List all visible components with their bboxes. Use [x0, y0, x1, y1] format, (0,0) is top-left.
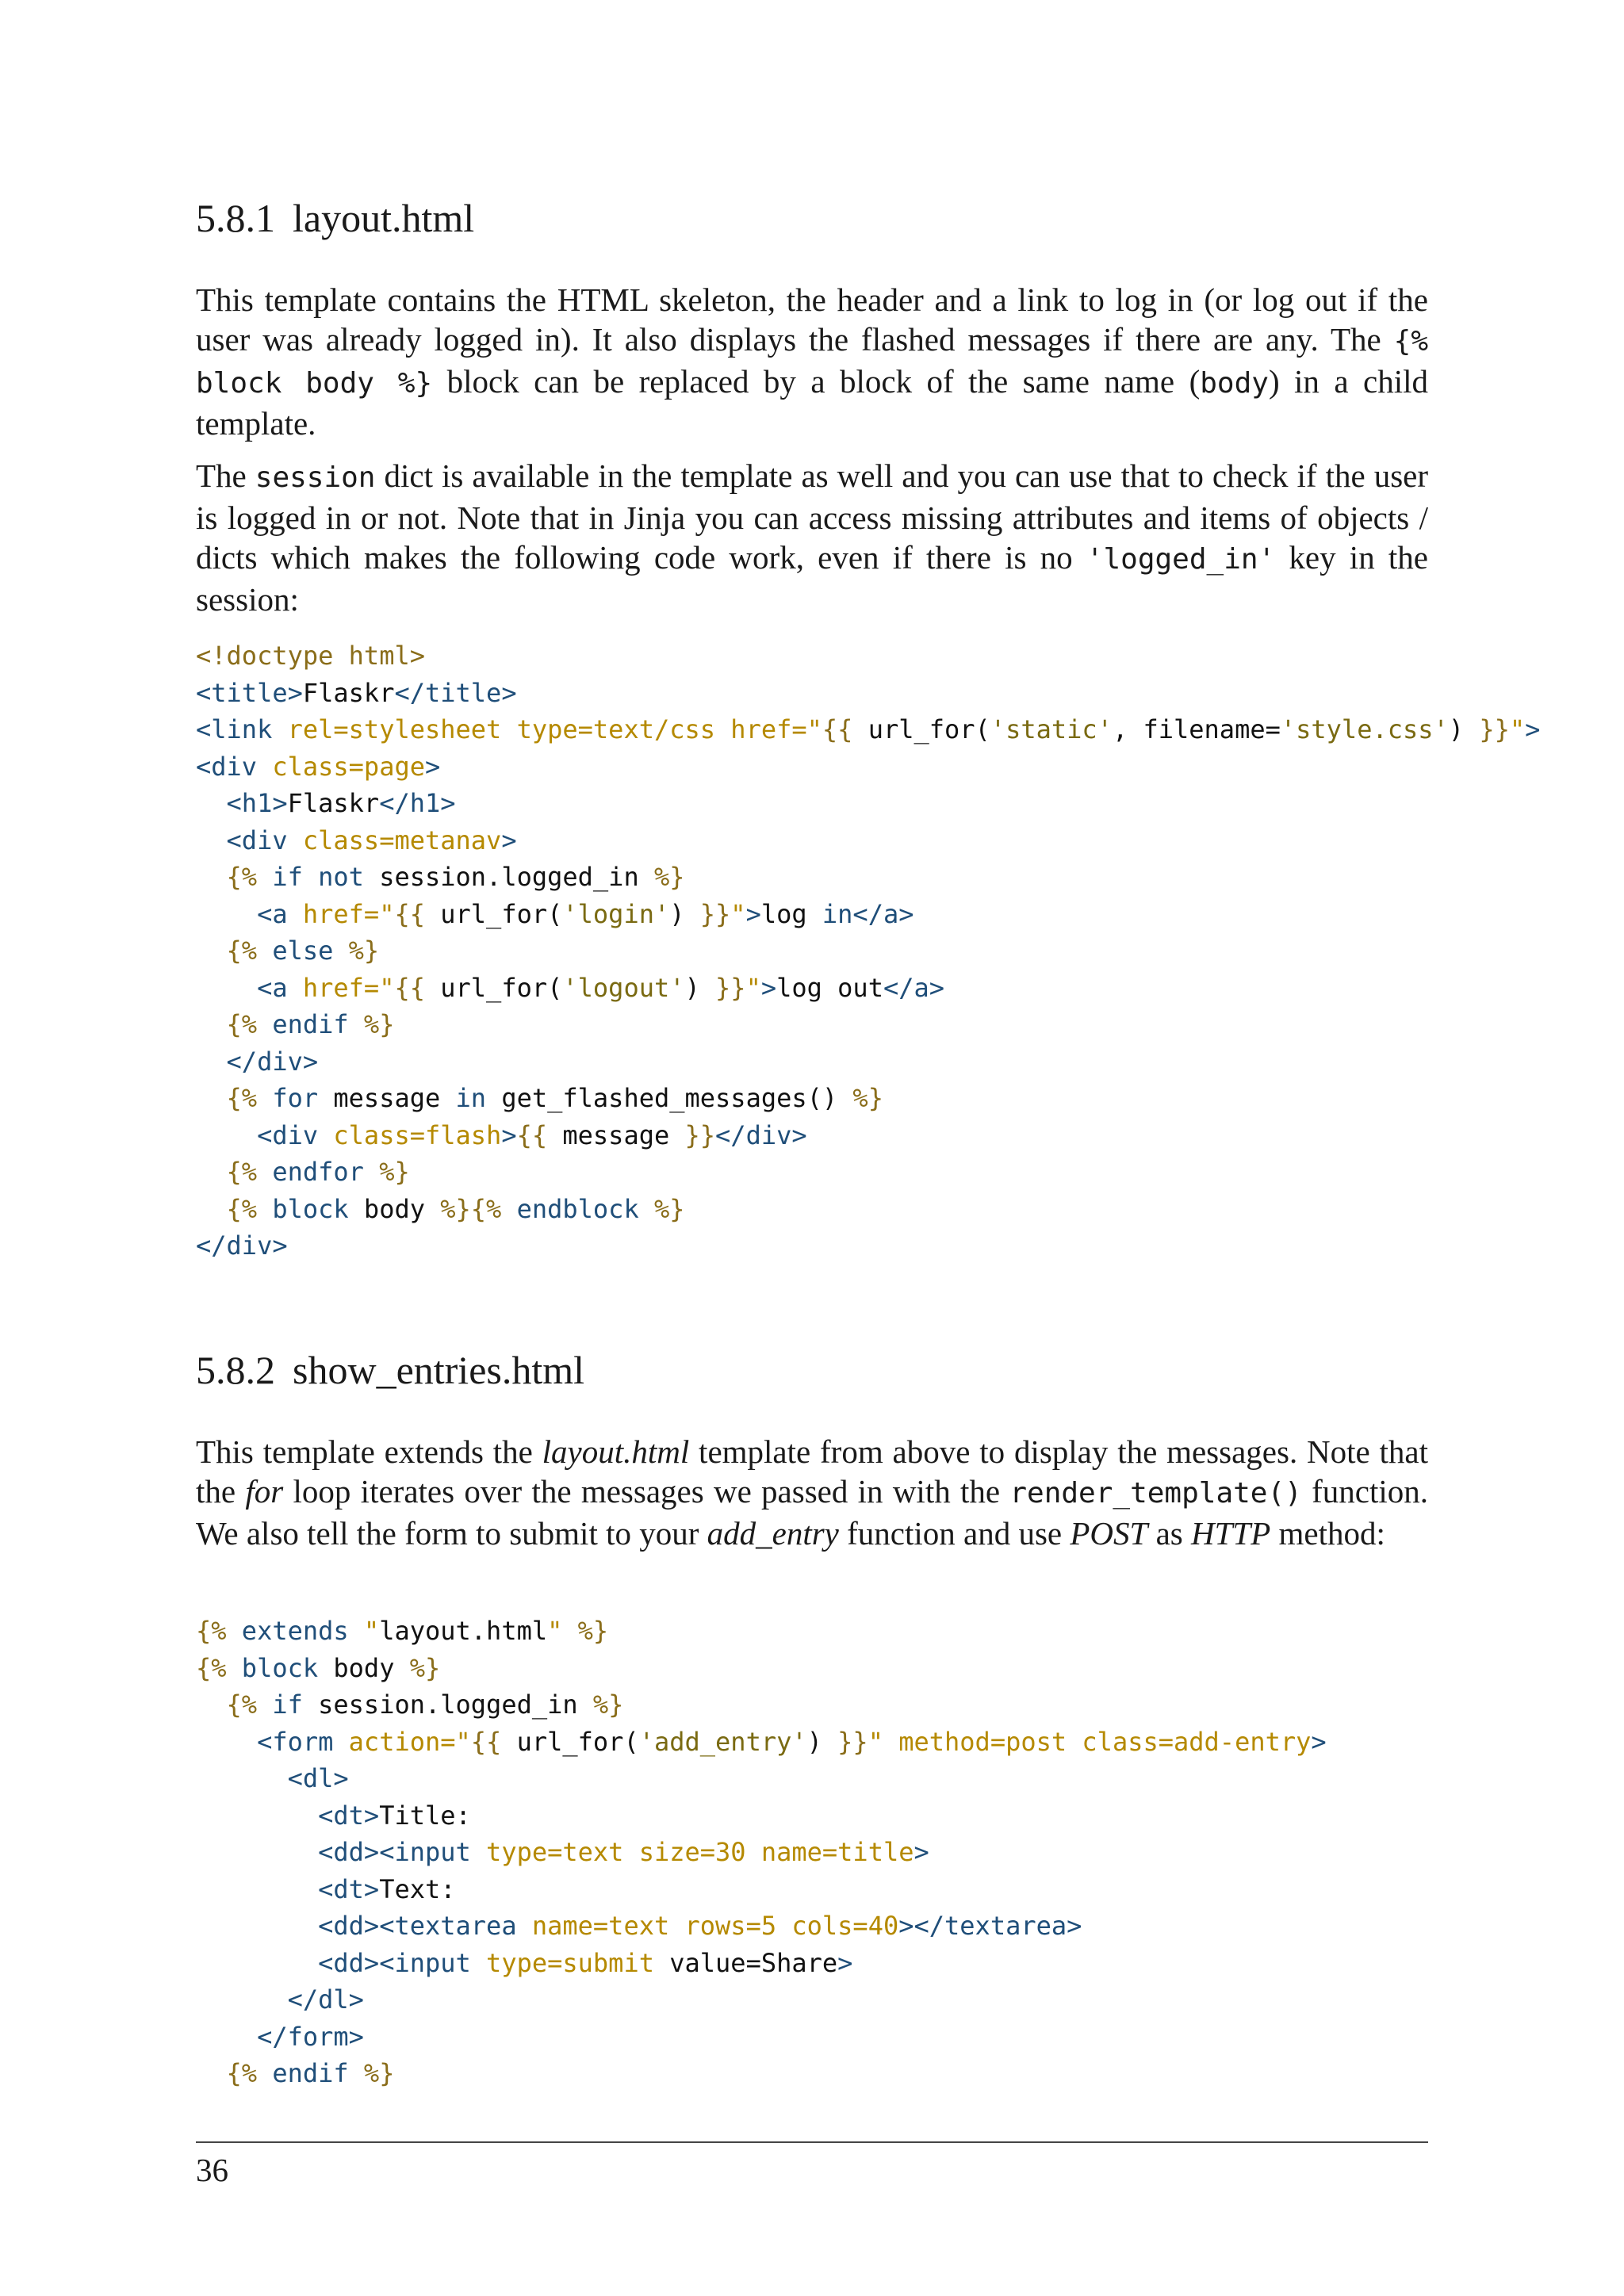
section-heading-layout — [196, 194, 474, 242]
code-line: <dt>Text: — [318, 1873, 456, 1904]
code-line: <div class=page> — [196, 751, 441, 782]
text-run: ) in a child template. — [196, 363, 1428, 442]
inline-code: render_template() — [1009, 1477, 1302, 1510]
emphasis: HTTP — [1191, 1515, 1271, 1552]
code-line: <a href="{{ url_for('logout') }}">log out</a> — [257, 972, 945, 1003]
code-line: {% for message in get_flashed_messages() %} — [226, 1083, 883, 1113]
code-line: {% else %} — [226, 936, 380, 966]
code-line: <dl> — [287, 1763, 349, 1793]
code-line: <!doctype html> — [196, 641, 425, 671]
paragraph-layout-intro — [196, 280, 1428, 443]
code-block-layout — [196, 637, 1540, 1265]
inline-code: session — [255, 461, 376, 494]
emphasis: layout.html — [542, 1433, 690, 1470]
footer-rule — [196, 2141, 1428, 2143]
section-title: layout.html — [293, 196, 475, 240]
text-run: key in the session: — [196, 539, 1428, 618]
text-run: This template contains the HTML skeleton, the header and a link to log in (or log out if the user was already logged in). It also displays the flashed messages if there are any. The — [196, 281, 1428, 358]
inline-code: {% block body %} — [196, 325, 1428, 400]
section-title: show_entries.html — [293, 1348, 585, 1392]
code-line: <form action="{{ url_for('add_entry') }}" method=post class=add-entry> — [257, 1726, 1327, 1757]
text-run: template from above to display the messages. Note that the — [196, 1433, 1428, 1510]
code-line: <h1>Flaskr</h1> — [226, 788, 456, 818]
code-line: <title>Flaskr</title> — [196, 677, 517, 708]
text-run: method: — [1270, 1515, 1385, 1552]
text-run: as — [1147, 1515, 1191, 1552]
emphasis: for — [245, 1473, 284, 1510]
text-run: loop iterates over the messages we passed in with the — [283, 1473, 1010, 1510]
code-line: <dd><input type=submit value=Share> — [318, 1947, 853, 1978]
paragraph-session-note — [196, 456, 1428, 619]
code-line: {% endif %} — [226, 1009, 395, 1039]
code-line: <dd><textarea name=text rows=5 cols=40></textarea> — [318, 1911, 1082, 1941]
text-run: function. We also tell the form to submit to your — [196, 1473, 1428, 1552]
code-line: </dl> — [287, 1984, 364, 2015]
code-line: {% extends "layout.html" %} — [196, 1616, 609, 1646]
code-line: {% if session.logged_in %} — [226, 1689, 624, 1720]
code-line: <link rel=stylesheet type=text/css href="{{ url_for('static', filename='style.css') }}"> — [196, 714, 1541, 744]
text-run: block can be replaced by a block of the same name ( — [432, 363, 1201, 400]
code-line: <div class=flash>{{ message }}</div> — [257, 1119, 807, 1150]
emphasis: add_entry — [707, 1515, 839, 1552]
inline-code: body — [1200, 367, 1269, 400]
text-run: This template extends the — [196, 1433, 542, 1470]
inline-code: 'logged_in' — [1086, 543, 1276, 576]
code-line: <div class=metanav> — [226, 825, 517, 855]
code-block-show-entries — [196, 1613, 1327, 2092]
code-line: <dt>Title: — [318, 1800, 471, 1831]
text-run: dict is available in the template as well and you can use that to check if the user is logged in or not. Note that in Jinja you can access missing attributes and items of objects / dicts which makes the following code work, even if there is no — [196, 457, 1428, 576]
text-run: function and use — [838, 1515, 1071, 1552]
section-heading-show-entries — [196, 1346, 584, 1394]
section-number: 5.8.2 — [196, 1348, 275, 1392]
code-line: {% if not session.logged_in %} — [226, 862, 685, 892]
code-line: <a href="{{ url_for('login') }}">log in</a> — [257, 898, 914, 929]
code-line: </div> — [196, 1230, 288, 1261]
section-number: 5.8.1 — [196, 196, 275, 240]
code-line: {% block body %} — [196, 1652, 441, 1683]
code-line: </div> — [226, 1046, 319, 1077]
page-number: 36 — [196, 2152, 228, 2188]
code-line: {% block body %}{% endblock %} — [226, 1193, 685, 1224]
code-line: {% endfor %} — [226, 1157, 410, 1187]
paragraph-show-entries-intro — [196, 1432, 1428, 1553]
emphasis: POST — [1070, 1515, 1148, 1552]
text-run: The — [196, 457, 255, 494]
code-line: {% endif %} — [226, 2058, 395, 2088]
code-line: <dd><input type=text size=30 name=title> — [318, 1837, 929, 1867]
code-line: </form> — [257, 2021, 364, 2052]
